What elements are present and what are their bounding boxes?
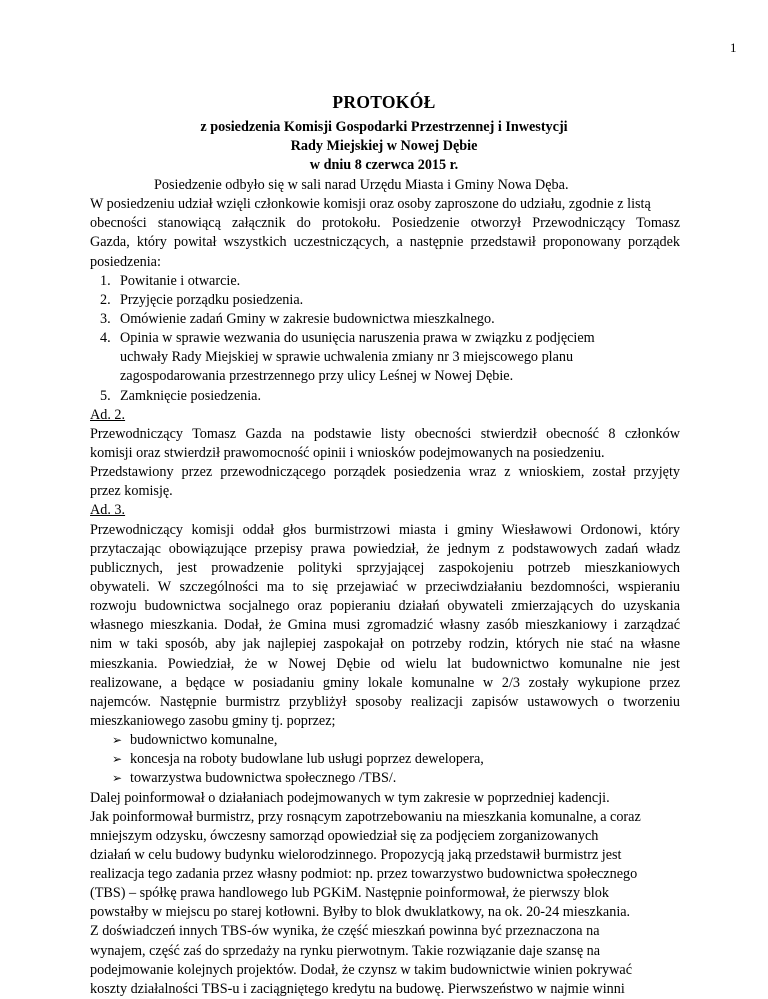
paragraph-line: koszty działalności TBS-u i zaciągniętego kredytu na budowę. Pierwszeństwo w najmie winni xyxy=(90,980,625,997)
agenda-item-number: 2. xyxy=(100,291,111,308)
agenda-item xyxy=(90,310,680,329)
agenda-item-number: 4. xyxy=(100,330,111,347)
paragraph-line: Posiedzenie odbyło się w sali narad Urzędu Miasta i Gminy Nowa Dęba. xyxy=(154,177,569,193)
section-heading-text: Ad. 3. xyxy=(90,502,126,519)
section-heading xyxy=(90,406,680,425)
document-title: PROTOKÓŁ xyxy=(332,92,436,112)
agenda-item-text: Opinia w sprawie wezwania do usunięcia naruszenia prawa w związku z podjęciem xyxy=(120,330,595,347)
paragraph-line: W posiedzeniu udział wzięli członkowie komisji oraz osoby zaproszone do udziału, zgodnie z listą xyxy=(90,196,651,213)
paragraph-line: Przewodniczący Tomasz Gazda na podstawie listy obecności stwierdził obecność 8 członków xyxy=(90,425,680,442)
paragraph-line: Przewodniczący komisji oddał głos burmistrzowi miasta i gminy Wiesławowi Ordonowi, który xyxy=(90,521,680,538)
arrow-bullet-icon: ➢ xyxy=(112,771,123,786)
paragraph-line: własnego mieszkania. Dodał, że Gmina musi zgromadzić własny zasób mieszkaniowy i zarządzać xyxy=(90,617,680,634)
paragraph-line: Dalej poinformował o działaniach podejmowanych w tym zakresie w poprzedniej kadencji. xyxy=(90,789,610,806)
arrow-bullet-icon: ➢ xyxy=(112,752,123,767)
paragraph-line: nim w taki sposób, aby jak najlepiej zaspokajał on potrzeby rodzin, których nie stać na własne xyxy=(90,636,680,653)
bullet-item xyxy=(90,750,680,769)
agenda-item-text: Przyjęcie porządku posiedzenia. xyxy=(120,291,304,308)
agenda-item xyxy=(90,387,680,406)
agenda-item-text: Powitanie i otwarcie. xyxy=(120,272,241,289)
paragraph-line: (TBS) – spółkę prawa handlowego lub PGKiM. Następnie poinformował, że pierwszy blok xyxy=(90,885,609,902)
paragraph-line: najemców. Następnie burmistrz przybliżył sposoby realizacji zapisów ustawowych o tworzeniu xyxy=(90,693,680,710)
agenda-item-number: 3. xyxy=(100,310,111,327)
document-body xyxy=(90,176,680,999)
agenda-item-text: Zamknięcie posiedzenia. xyxy=(120,387,262,404)
subtitle-line-1: z posiedzenia Komisji Gospodarki Przestrzennej i Inwestycji xyxy=(200,119,568,135)
paragraph-line: Z doświadczeń innych TBS-ów wynika, że część mieszkań powinna być przeznaczona na xyxy=(90,923,600,940)
paragraph-line: publicznych, jest prowadzenie polityki sprzyjającej zaspokojeniu potrzeb mieszkaniowych xyxy=(90,559,680,576)
paragraph-line: Jak poinformował burmistrz, przy rosnącym zapotrzebowaniu na mieszkania komunalne, a coraz xyxy=(90,808,641,825)
paragraph-line: mieszkaniowego zasobu gminy tj. poprzez; xyxy=(90,712,336,729)
paragraph-line: mniejszym odzysku, ówczesny samorząd opowiedział się za podjęciem zorganizowanych xyxy=(90,827,599,844)
subtitle-date: w dniu 8 czerwca 2015 r. xyxy=(309,157,459,173)
paragraph-line: komisji oraz stwierdził prawomocność opinii i wniosków podejmowanych na posiedzeniu. xyxy=(90,444,605,461)
paragraph-line: Gazda, który powitał wszystkich uczestniczących, a następnie przedstawił proponowany porządek xyxy=(90,234,680,251)
paragraph-line: realizacja tego zadania przez własny podmiot: np. przez towarzystwo budownictwa społecznego xyxy=(90,866,638,883)
paragraph-line: rozwoju budownictwa socjalnego oraz popieraniu działań obywateli zmierzających do uzyskania xyxy=(90,598,680,615)
agenda-item xyxy=(90,329,680,348)
paragraph-line: przytaczając obowiązujące przepisy prawa powiedział, że jednym z podstawowych zadań władz xyxy=(90,540,680,557)
paragraph-line: realizowane, a będące w posiadaniu gminy lokale komunalne w 2/3 zostały wykupione przez xyxy=(90,674,680,691)
bullet-item-text: koncesja na roboty budowlane lub usługi poprzez dewelopera, xyxy=(130,751,484,768)
agenda-item-number: 5. xyxy=(100,387,111,404)
subtitle-line-2: Rady Miejskiej w Nowej Dębie xyxy=(290,138,478,154)
paragraph-line: wynajem, część zaś do sprzedaży na rynku pierwotnym. Takie rozwiązanie daje szansę na xyxy=(90,942,601,959)
paragraph-line: mieszkania. Powiedział, że w Nowej Dębie od wielu lat budownictwo komunalne nie jest xyxy=(90,655,680,672)
section-heading-text: Ad. 2. xyxy=(90,406,126,423)
paragraph-line: Przedstawiony przez przewodniczącego porządek posiedzenia wraz z wnioskiem, został przyjęty xyxy=(90,464,680,481)
paragraph-line: posiedzenia: xyxy=(90,253,161,270)
agenda-item-continuation: zagospodarowania przestrzennego przy ulicy Leśnej w Nowej Dębie. xyxy=(120,368,514,385)
agenda-item-continuation: uchwały Rady Miejskiej w sprawie uchwalenia zmiany nr 3 miejscowego planu xyxy=(120,349,574,366)
paragraph-line: podejmowanie kolejnych projektów. Dodał, że czynsz w takim budownictwie winien pokrywać xyxy=(90,961,632,978)
bullet-item xyxy=(90,769,680,788)
page-number: 1 xyxy=(730,40,737,55)
bullet-item-text: towarzystwa budownictwa społecznego /TBS/. xyxy=(130,770,397,787)
paragraph-line: obywateli. W szczególności ma to się przejawiać w przeciwdziałaniu bezdomności, wspieraniu xyxy=(90,578,680,595)
paragraph-line: obecności stanowiącą załącznik do protokołu. Posiedzenie otworzył Przewodniczący Tomasz xyxy=(90,215,680,232)
agenda-item xyxy=(90,272,680,291)
paragraph-line: przez komisję. xyxy=(90,483,173,500)
paragraph-line: działań w celu budowy budynku wielorodzinnego. Propozycją jaką przedstawił burmistrz jest xyxy=(90,846,622,863)
section-heading xyxy=(90,501,680,520)
bullet-item-text: budownictwo komunalne, xyxy=(130,732,278,749)
arrow-bullet-icon: ➢ xyxy=(112,733,123,748)
paragraph-line: powstałby w miejscu po starej kotłowni. Byłby to blok dwuklatkowy, na ok. 20-24 mieszkania. xyxy=(90,904,631,921)
agenda-item-text: Omówienie zadań Gminy w zakresie budownictwa mieszkalnego. xyxy=(120,310,495,327)
agenda-item xyxy=(90,291,680,310)
agenda-item-number: 1. xyxy=(100,272,111,289)
bullet-item xyxy=(90,731,680,750)
